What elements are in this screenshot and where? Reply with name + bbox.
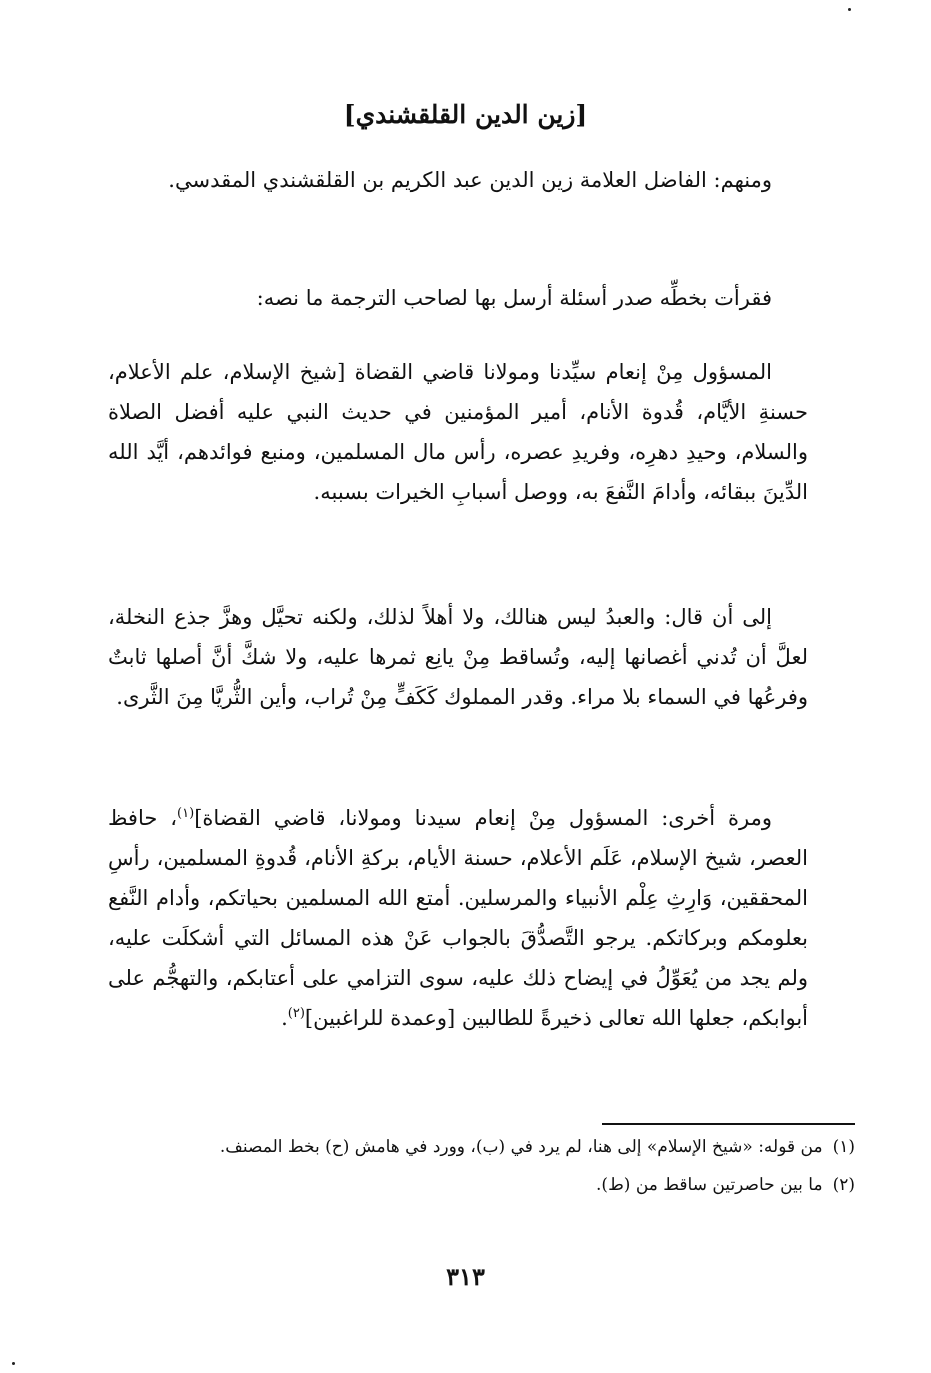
footnote-number: (١) (832, 1137, 855, 1157)
question-two-text-end: . (281, 1006, 288, 1030)
footnotes (108, 1132, 855, 1208)
footnote-ref-2: (٢) (287, 1006, 305, 1021)
paragraph-question-one-continued: إلى أن قال: والعبدُ ليس هنالك، ولا أهلاً لذلك، ولكنه تحيَّل وهزَّ جذع النخلة، لعلَّ أن تُدني أغصانها إليه، وتُساقط مِنْ يانِع ثمرها عليه، ولا شكَّ أنَّ أصلها ثابتٌ وفرعُها في السماء بلا مراء. وقدر المملوك كَكَفٍّ مِنْ تُراب، وأين الثُّريَّا مِنَ الثَّرى. (108, 605, 808, 709)
footnote-text: ما بين حاصرتين ساقط من (ط). (596, 1175, 823, 1195)
paragraph-question-one: المسؤول مِنْ إنعام سيِّدنا ومولانا قاضي القضاة [شيخ الإسلام، علم الأعلام، حسنةِ الأيَّام، قُدوة الأنام، أمير المؤمنين في حديث النبي عليه أفضل الصلاة والسلام، وحيدِ دهرِه، وفريدِ عصره، رأس مال المسلمين، ومنبع فوائدهم، أيَّد الله الدِّينَ ببقائه، وأدامَ النَّفعَ به، ووصل أسبابِ الخيرات بسببه. (108, 360, 808, 504)
scan-speck (12, 1362, 15, 1365)
scan-speck (848, 8, 851, 11)
footnote-ref-1: (١) (177, 806, 195, 821)
paragraph-question-two (108, 798, 808, 1038)
question-two-text-b: ، حافظ العصر، شيخ الإسلام، عَلَم الأعلام، حسنة الأيام، بركةِ الأنام، قُدوةِ المسلمين، رأسِ المحققين، وَارِثِ عِلْم الأنبياء والمرسلين. أمتع الله المسلمين بحياتكم، وأدام النَّفع بعلومكم وبركاتكم. يرجو التَّصدُّقَ بالجواب عَنْ هذه المسائل التي أشكلَت عليه، ولم يجد من يُعَوِّلُ في إيضاح ذلك عليه، سوى التزامي على أعتابكم، والتهجُّم على أبوابكم، جعلها الله تعالى ذخيرةً للطالبين [وعمدة للراغبين] (108, 806, 808, 1030)
footnote-separator (602, 1123, 855, 1125)
footnote-1 (108, 1132, 855, 1162)
footnote-text: من قوله: «شيخ الإسلام» إلى هنا، لم يرد في (ب)، وورد في هامش (ح) بخط المصنف. (219, 1137, 823, 1157)
footnote-2 (108, 1170, 855, 1200)
question-two-text-a: ومرة أخرى: المسؤول مِنْ إنعام سيدنا ومولانا، قاضي القضاة] (194, 806, 772, 830)
paragraph-intro: ومنهم: الفاضل العلامة زين الدين عبد الكريم بن القلقشندي المقدسي. (168, 168, 772, 192)
footnote-number: (٢) (832, 1175, 855, 1195)
section-heading: [زين الدين القلقشندي] (343, 100, 588, 129)
paragraph-read: فقرأت بخطِّه صدر أسئلة أرسل بها لصاحب الترجمة ما نصه: (256, 286, 772, 310)
page-number: ٣١٣ (446, 1262, 485, 1291)
